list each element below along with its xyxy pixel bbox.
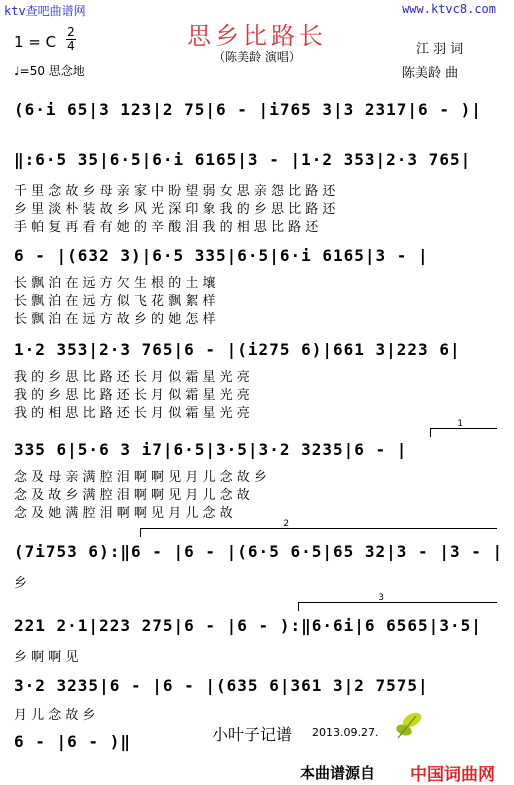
volta-bracket-3: 3: [298, 602, 497, 611]
lyric-line-5-verse-1: 念 及 母 亲 满 腔 泪 啊 啊 见 月 儿 念 故 乡: [14, 470, 267, 485]
transcription-date: 2013.09.27.: [312, 726, 379, 739]
site-watermark-right: www.ktvc8.com: [402, 2, 496, 16]
key-signature: 1 = C: [14, 33, 57, 51]
volta-bracket-2: 2: [140, 528, 497, 537]
tempo-marking: ♩=50 思念地: [14, 64, 85, 78]
notation-line-1: (6·i 65|3 123|2 75|6 - |i765 3|3 2317|6 - )|: [14, 100, 482, 119]
notation-line-4: 1·2 353|2·3 765|6 - |(i275 6)|661 3|223 6|: [14, 340, 461, 359]
lyric-line-8: 月 儿 念 故 乡: [14, 708, 96, 723]
score: [14, 96, 504, 756]
lyric-line-4-verse-1: 我 的 乡 思 比 路 还 长 月 似 霜 星 光 亮: [14, 370, 250, 385]
lyric-line-4-verse-3: 我 的 相 思 比 路 还 长 月 似 霜 星 光 亮: [14, 406, 250, 421]
notation-line-7: 221 2·1|223 275|6 - |6 - ):‖6·6i|6 6565|3·5|: [14, 616, 482, 635]
lyric-line-3-verse-3: 长 飘 泊 在 远 方 故 乡 的 她 怎 样: [14, 312, 216, 327]
leaf-icon: [392, 708, 426, 742]
site-watermark-left: ktv查吧曲谱网: [4, 4, 86, 18]
notation-line-3: 6 - |(632 3)|6·5 335|6·5|6·i 6165|3 - |: [14, 246, 429, 265]
lyric-line-5-verse-2: 念 及 故 乡 满 腔 泪 啊 啊 见 月 儿 念 故: [14, 488, 250, 503]
volta-bracket-1: 1: [430, 428, 497, 437]
time-bottom: 4: [67, 39, 75, 53]
source-label: 本曲谱源自: [300, 764, 376, 782]
notation-line-5: 335 6|5·6 3 i7|6·5|3·5|3·2 3235|6 - |: [14, 440, 408, 459]
lyric-line-3-verse-1: 长 飘 泊 在 远 方 欠 生 根 的 土 壤: [14, 276, 216, 291]
lyric-line-2-verse-3: 手 帕 复 再 看 有 她 的 辛 酸 泪 我 的 相 思 比 路 还: [14, 220, 319, 235]
source-site: 中国词曲网: [410, 765, 495, 785]
time-signature: [66, 26, 76, 53]
lyric-line-2-verse-2: 乡 里 淡 朴 装 故 乡 风 光 深 印 象 我 的 乡 思 比 路 还: [14, 202, 336, 217]
lyric-line-3-verse-2: 长 飘 泊 在 远 方 似 飞 花 飘 絮 样: [14, 294, 216, 309]
composer-credit: 陈美龄 曲: [402, 66, 459, 81]
time-top: 2: [67, 25, 75, 39]
lyric-line-4-verse-2: 我 的 乡 思 比 路 还 长 月 似 霜 星 光 亮: [14, 388, 250, 403]
notation-line-9: 6 - |6 - )‖: [14, 732, 131, 751]
lyric-line-7: 乡 啊 啊 见: [14, 650, 79, 665]
song-title: 思乡比路长: [187, 22, 327, 50]
notation-line-8: 3·2 3235|6 - |6 - |(635 6|361 3|2 7575|: [14, 676, 429, 695]
lyric-line-6: 乡: [14, 576, 28, 591]
notation-line-2: ‖:6·5 35|6·5|6·i 6165|3 - |1·2 353|2·3 765|: [14, 150, 472, 169]
lyric-line-5-verse-3: 念 及 她 满 腔 泪 啊 啊 见 月 儿 念 故: [14, 506, 233, 521]
transcriber-credit: 小叶子记谱: [212, 725, 293, 744]
notation-line-6: (7i753 6):‖6 - |6 - |(6·5 6·5|65 32|3 - |3 - |: [14, 542, 504, 561]
song-subtitle: （陈美龄 演唱）: [213, 50, 301, 64]
lyricist-credit: 江 羽 词: [416, 42, 464, 57]
lyric-line-2-verse-1: 千 里 念 故 乡 母 亲 家 中 盼 望 弱 女 思 亲 怨 比 路 还: [14, 184, 336, 199]
